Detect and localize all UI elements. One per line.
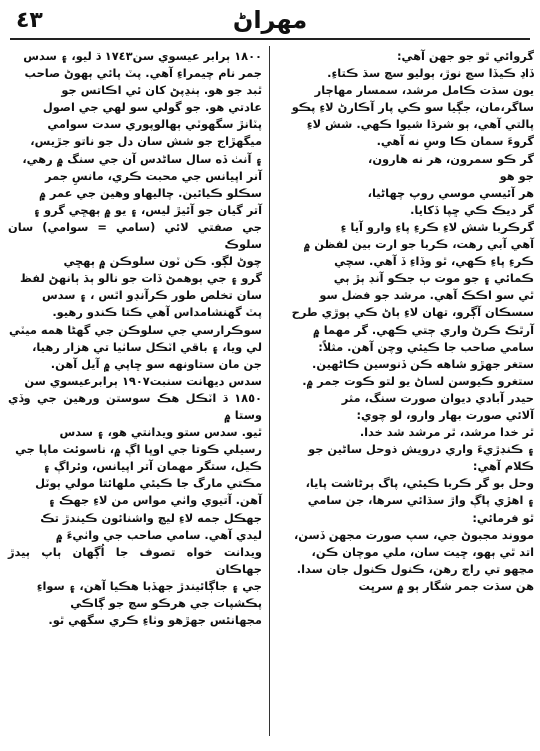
text-line: ٿيو. سدس ستو ويدانتي هو، ۽ سدس xyxy=(59,425,262,440)
text-line: گروءَ سمان ڪا وسِ نه آهي. xyxy=(376,134,534,149)
text-line: وحل بو گر ڪربا ڪيئي، پاگ ٻرڻاشت پايا، xyxy=(305,476,534,491)
text-line: ۽ اهڙي پاڳ واڙ سڌائي سرها، جن سامي xyxy=(307,493,534,508)
text-line: جو هو xyxy=(499,168,534,183)
text-line: سامي صاحب جا ڪيئي وچن آهن. مثلاً: xyxy=(318,339,534,354)
text-line: جي صفتي لائي (سامي = سوامي) سان سلوڪ xyxy=(8,219,262,252)
text-line: ليدي آهي. سامي صاحب جي واٺيءَ ۾ xyxy=(55,527,262,542)
text-line: لي ويا، ۽ باقي اٽڪل ساٺيا تي هزار رهيا، xyxy=(32,339,262,354)
text-line: مجهانئس جهڙهو وٺاءِ ڪري سگهي ٿو. xyxy=(48,613,262,628)
column-divider xyxy=(269,46,270,736)
text-line: پٽ گهنشامداس آهي ڪتا ڪندو رهيو. xyxy=(52,305,262,320)
text-line: سڪلو ڪيائين. چاليهاو وهين جي عمر ۾ xyxy=(39,185,262,200)
text-line: جهڪل جمه لاءِ ليچ واشنائون ڪيندڙ تڪ xyxy=(40,510,262,525)
text-line: آهي آبي رهت، ڪربا جو ارت بين لفظن ۾ xyxy=(303,237,534,252)
text-line: پالتي آهي، ٻو شرڌا شيوا ڪهي. شش لاءِ xyxy=(306,117,534,132)
text-line: سسڪان آڳرو، تهان لاءِ ٻاڻ ڪي ٻوڙي طرح xyxy=(291,305,534,320)
text-line: آهن. آتيوي واٺي مواس من لاءِ جهڪ ۽ xyxy=(48,493,262,508)
left-column xyxy=(8,48,262,629)
text-line: ٿو فرمائي: xyxy=(472,510,534,525)
text-line: چوڻ لڳو. ڪن ٽون سلوڪن ۾ ٻهڇي xyxy=(63,254,262,269)
text-line: عادتي هو. جو گولي سو لهي جي اصول xyxy=(42,100,262,115)
text-line: جمر نام چيمراءِ آهي. پٽ پائي ٻهوڻ صاحب xyxy=(24,66,262,81)
text-line: آنر اپيانس جي محبت ڪري، مانسِ جمر xyxy=(45,168,262,183)
text-line: يون سڌت ڪامل مرشد، سمسار مهاڄار xyxy=(314,83,534,98)
text-line: گرو ۽ جي ٻوهمڻ ڏات جو نالو ٻڌ ٻانهڻ لفظ xyxy=(20,271,262,286)
text-line: ساگر،مان، جڳيا سو ڪي پار آڪارڻ لاءِ پڪو xyxy=(291,100,534,115)
text-line: ڪيل، ستگر مهمان آتر اپيانس، وئراڳ ۽ xyxy=(43,459,262,474)
text-line: آرٿڪ ڪرڻ واري ڄتي ڪهي. گر مهما ۾ xyxy=(313,322,534,337)
page-header xyxy=(0,4,540,38)
text-line: آتر گيان جو آئيڙ ليس، ۽ يو ۾ ٻهڇي گرو ۽ xyxy=(33,202,262,217)
text-line: ٿي سو اڪڪ آهي. مرشد جو فضل سو xyxy=(319,288,534,303)
page-number: ٤٣ xyxy=(16,8,43,33)
text-line: ١٨٥٠ ڌ اٽڪل هڪ سوستن ورهين جي وڏي وستا ۾ xyxy=(8,390,262,422)
text-line: پٽانڙ سگهوٽي ٻهالوپوري سدت سوامي xyxy=(47,117,262,132)
text-line: ٿبد جو هو. ٻنڍپڻ کان ئي اڪاتس جو xyxy=(61,83,262,98)
text-line: ۽ ڪنڊڙيءَ واري درويش ذوحل ساڻين جو xyxy=(308,442,534,457)
text-line: ويدانت خواه تصوف جا اُڳهان ٻاپ ٻيدڙ جهاڪان xyxy=(8,544,262,576)
text-line: گر ڪو سمرون، هر نه هارون، xyxy=(368,151,534,166)
text-line: گر ديڪ ڪي ڇپا ڏکايا. xyxy=(410,202,534,217)
text-line: هن سڌت جمر شگار ٻو ۾ سرڀت xyxy=(358,578,534,593)
text-line: اتد ٿي ٻهو، ڇيت سان، ملي موچان ڪن، xyxy=(311,544,534,559)
text-line: ستغرو ڪيوسن لساڻ يو لتو ڪوت جمر ۾. xyxy=(302,373,534,388)
text-line: ۽ آنٺ ڏه سال ساڻدس آن جي سنگ ۾ رهي، xyxy=(22,151,262,166)
text-line: رسيلي ڪوتا جي اوپا اڳ ۾، ناسوئت ماپا جي xyxy=(15,442,262,457)
page-title: مهراڻ xyxy=(232,6,308,34)
text-line: مڃهو تي راڄ رهن، ڪنول ڪنول جان سدا. xyxy=(296,561,534,576)
text-line: هر آئيسي موسي روپ چهاڻيا، xyxy=(367,185,534,200)
text-line: جن مان ستاونهه سو ڇاپي ۾ آيل آهن. xyxy=(50,356,262,371)
text-line: سوڪرارسي جي سلوڪن جي گهڻا همه ميٽي xyxy=(9,322,262,337)
text-line: جي ۽ جاڳائيندڙ جهڏبا هڪيا آهن، ۽ سواءِ xyxy=(36,578,262,593)
text-line: سان تخلص طور ڪرآنڊو اٿس ، ۽ سدس xyxy=(41,288,262,303)
text-line: گرڪربا شش لاءِ ڪرءِ پاءِ وارو آيا ءِ xyxy=(340,219,534,234)
text-line: ڏاڍ ڪيڏا سڄ نوڙ، ٻوليو سچ سڌ ڪتاءِ. xyxy=(327,66,534,81)
text-line: حيدر آبادي ديوان صورت سنگ، مثر xyxy=(341,390,534,405)
text-line: گروائي ٿو جو جهن آهي: xyxy=(397,49,534,63)
text-line: سدس ديهانت سنبت١٩٠٧ ٻرابرعيسوي سن xyxy=(24,373,262,388)
text-line: ڪرءِ پاءِ ڪهي، ٿو وڏاءِ ڏ آهي. سچي xyxy=(334,254,534,269)
text-line: ستغر جهڙو شاهه ڪن ڏنوسين ڪاڻهين. xyxy=(312,356,534,371)
text-line: ڪمائي ۽ جو موت ٻ جڪو آنڊ ٻڙ ٻي xyxy=(333,271,534,286)
text-line: ميگهڙاج جو شش سان دل جو ناتو جڙيس، xyxy=(30,134,262,149)
right-column xyxy=(280,48,534,595)
text-line: ١٨٠٠ ٻرابر عيسوي سن١٧٤٣ ڌ ليو، ۽ سدس xyxy=(23,49,262,63)
text-line: پڪشپات جي هرڪو سچ جو ڳاڪي xyxy=(70,596,262,610)
header-rule xyxy=(10,38,530,40)
text-line: مووند مجبوڻ جي، سپ صورت مجهن ڏسن، xyxy=(293,527,534,542)
text-line: آلائي صورت بهار وارو، لو چوي: xyxy=(356,407,534,422)
text-line: ڪلام آهي: xyxy=(472,459,534,474)
text-line: مڪتي مارگ جا ڪيئي ملهائتا مولي ٻوٽل xyxy=(35,476,262,491)
text-line: ٿر خدا مرشد، ٿر مرشد شد خدا. xyxy=(359,425,534,440)
